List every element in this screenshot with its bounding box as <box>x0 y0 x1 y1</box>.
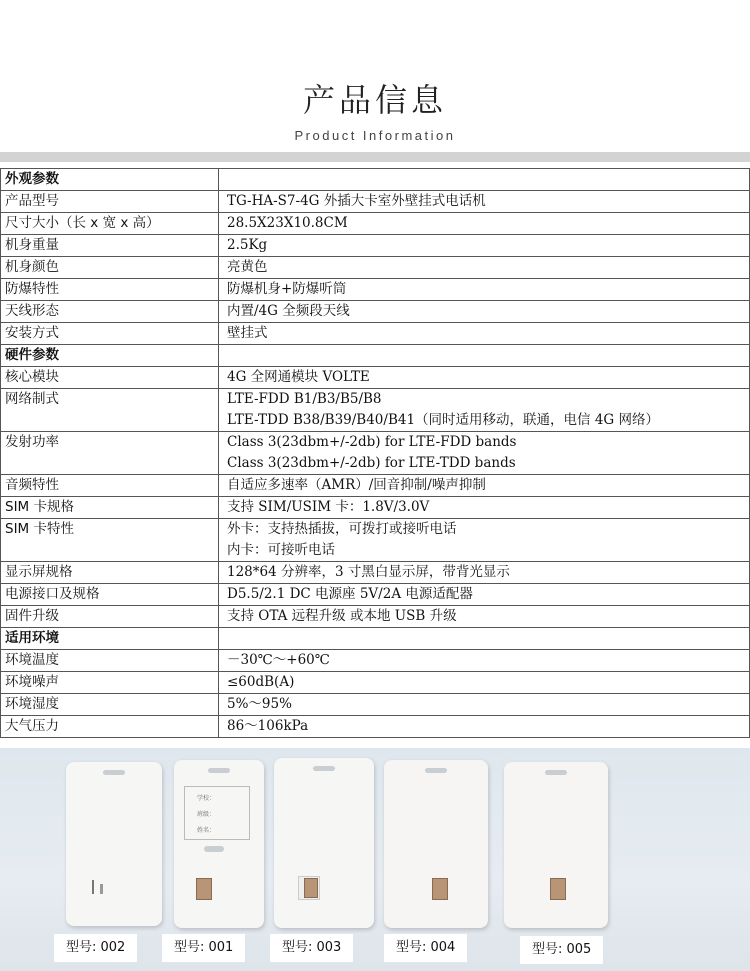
spec-value-line: 28.5X23X10.8CM <box>227 215 348 231</box>
spec-value-line: 86～106kPa <box>227 718 309 734</box>
spec-row <box>1 584 750 606</box>
spec-key: 机身颜色 <box>1 257 219 279</box>
contact-marks <box>100 884 103 894</box>
spec-key: 网络制式 <box>1 389 219 432</box>
spec-row <box>1 367 750 389</box>
spec-value <box>219 694 750 716</box>
spec-value <box>219 584 750 606</box>
spec-value <box>219 213 750 235</box>
spec-value <box>219 716 750 738</box>
spec-key: 大气压力 <box>1 716 219 738</box>
spec-key: 发射功率 <box>1 432 219 475</box>
spec-row <box>1 606 750 628</box>
contact-marks <box>92 880 94 894</box>
window-slot <box>204 846 224 852</box>
spec-section-row <box>1 169 750 191</box>
spec-row <box>1 432 750 475</box>
sim-chip <box>550 878 566 900</box>
spec-key: 核心模块 <box>1 367 219 389</box>
model-label-005: 型号: 005 <box>520 936 603 964</box>
spec-value <box>219 519 750 562</box>
spec-key: 音频特性 <box>1 475 219 497</box>
spec-value-line: 支持 OTA 远程升级 或本地 USB 升级 <box>227 608 457 624</box>
spec-value-line: 亮黄色 <box>227 259 268 275</box>
spec-value-line: －30℃～+60℃ <box>227 652 330 668</box>
spec-row <box>1 650 750 672</box>
spec-key: 天线形态 <box>1 301 219 323</box>
sim-chip <box>196 878 212 900</box>
spec-value-line: 4G 全网通模块 VOLTE <box>227 369 370 385</box>
card-002 <box>66 762 162 926</box>
spec-section-title: 硬件参数 <box>1 345 219 367</box>
label-school: 学校： <box>197 795 216 802</box>
spec-row <box>1 716 750 738</box>
model-label-004: 型号: 004 <box>384 934 467 962</box>
spec-row <box>1 191 750 213</box>
product-photo <box>0 748 750 971</box>
spec-value-line: LTE-FDD B1/B3/B5/B8 <box>227 391 382 407</box>
spec-row <box>1 475 750 497</box>
spec-key: SIM 卡特性 <box>1 519 219 562</box>
spec-row <box>1 213 750 235</box>
spec-value-line: ≤60dB(A) <box>227 674 295 690</box>
spec-key: 尺寸大小（长 x 宽 x 高） <box>1 213 219 235</box>
card-001 <box>174 760 264 928</box>
spec-value <box>219 475 750 497</box>
spec-section-title: 适用环境 <box>1 628 219 650</box>
spec-key: 环境温度 <box>1 650 219 672</box>
card-004 <box>384 760 488 928</box>
spec-value-line: 128*64 分辨率，3 寸黑白显示屏，带背光显示 <box>227 564 510 580</box>
spec-row <box>1 519 750 562</box>
name-label-area <box>184 786 250 840</box>
label-class: 班级： <box>197 811 216 818</box>
spec-value <box>219 301 750 323</box>
spec-key: 固件升级 <box>1 606 219 628</box>
spec-key: 安装方式 <box>1 323 219 345</box>
spec-value <box>219 650 750 672</box>
spec-value <box>219 345 750 367</box>
lanyard-slot <box>425 768 447 773</box>
spec-value-line: D5.5/2.1 DC 电源座 5V/2A 电源适配器 <box>227 586 473 602</box>
spec-value <box>219 169 750 191</box>
spec-value-line: LTE-TDD B38/B39/B40/B41（同时适用移动，联通，电信 4G 网络） <box>227 412 659 428</box>
model-label-001: 型号: 001 <box>162 934 245 962</box>
spec-value-line: Class 3(23dbm+/-2db) for LTE-FDD bands <box>227 434 517 450</box>
lanyard-slot <box>545 770 567 775</box>
spec-value <box>219 191 750 213</box>
spec-row <box>1 562 750 584</box>
spec-row <box>1 694 750 716</box>
spec-value-line <box>227 628 745 649</box>
spec-key: 产品型号 <box>1 191 219 213</box>
spec-section-row <box>1 345 750 367</box>
spec-row <box>1 235 750 257</box>
header-divider <box>0 152 750 162</box>
model-label-003: 型号: 003 <box>270 934 353 962</box>
page-title: 产品信息 <box>302 81 447 119</box>
lanyard-slot <box>208 768 230 773</box>
spec-row <box>1 301 750 323</box>
spec-value <box>219 562 750 584</box>
spec-value-line: 内置/4G 全频段天线 <box>227 303 350 319</box>
spec-key: 机身重量 <box>1 235 219 257</box>
spec-value-line: TG-HA-S7-4G 外插大卡室外壁挂式电话机 <box>227 193 486 209</box>
spec-value-line <box>227 169 745 190</box>
page-header <box>0 78 750 143</box>
spec-value <box>219 257 750 279</box>
spec-value <box>219 367 750 389</box>
spec-key: 环境噪声 <box>1 672 219 694</box>
spec-value <box>219 432 750 475</box>
spec-key: 环境湿度 <box>1 694 219 716</box>
spec-row <box>1 257 750 279</box>
spec-section-title: 外观参数 <box>1 169 219 191</box>
lanyard-slot <box>103 770 125 775</box>
spec-value <box>219 628 750 650</box>
spec-value-line: 5%～95% <box>227 696 292 712</box>
spec-value <box>219 323 750 345</box>
label-name: 姓名： <box>197 827 216 834</box>
spec-value-line: 内卡：可接听电话 <box>227 542 335 558</box>
card-003 <box>274 758 374 928</box>
spec-row <box>1 672 750 694</box>
lanyard-slot <box>313 766 335 771</box>
spec-value <box>219 497 750 519</box>
page-subtitle: Product Information <box>294 128 456 143</box>
spec-value-line: Class 3(23dbm+/-2db) for LTE-TDD bands <box>227 455 516 471</box>
sim-chip <box>432 878 448 900</box>
card-005 <box>504 762 608 928</box>
spec-value-line <box>227 345 745 366</box>
spec-value <box>219 235 750 257</box>
spec-value <box>219 389 750 432</box>
sim-chip <box>304 878 318 898</box>
spec-key: SIM 卡规格 <box>1 497 219 519</box>
spec-key: 电源接口及规格 <box>1 584 219 606</box>
spec-table <box>0 168 750 738</box>
spec-row <box>1 323 750 345</box>
spec-row <box>1 389 750 432</box>
spec-value-line: 壁挂式 <box>227 325 268 341</box>
spec-row <box>1 497 750 519</box>
spec-row <box>1 279 750 301</box>
spec-section-row <box>1 628 750 650</box>
spec-key: 防爆特性 <box>1 279 219 301</box>
spec-value <box>219 279 750 301</box>
spec-value-line: 2.5Kg <box>227 237 268 253</box>
spec-value-line: 外卡：支持热插拔，可拨打或接听电话 <box>227 521 457 537</box>
model-label-002: 型号: 002 <box>54 934 137 962</box>
spec-value <box>219 606 750 628</box>
spec-key: 显示屏规格 <box>1 562 219 584</box>
spec-value-line: 防爆机身+防爆听筒 <box>227 281 347 297</box>
spec-value-line: 自适应多速率（AMR）/回音抑制/噪声抑制 <box>227 477 486 493</box>
spec-value <box>219 672 750 694</box>
spec-value-line: 支持 SIM/USIM 卡：1.8V/3.0V <box>227 499 430 515</box>
